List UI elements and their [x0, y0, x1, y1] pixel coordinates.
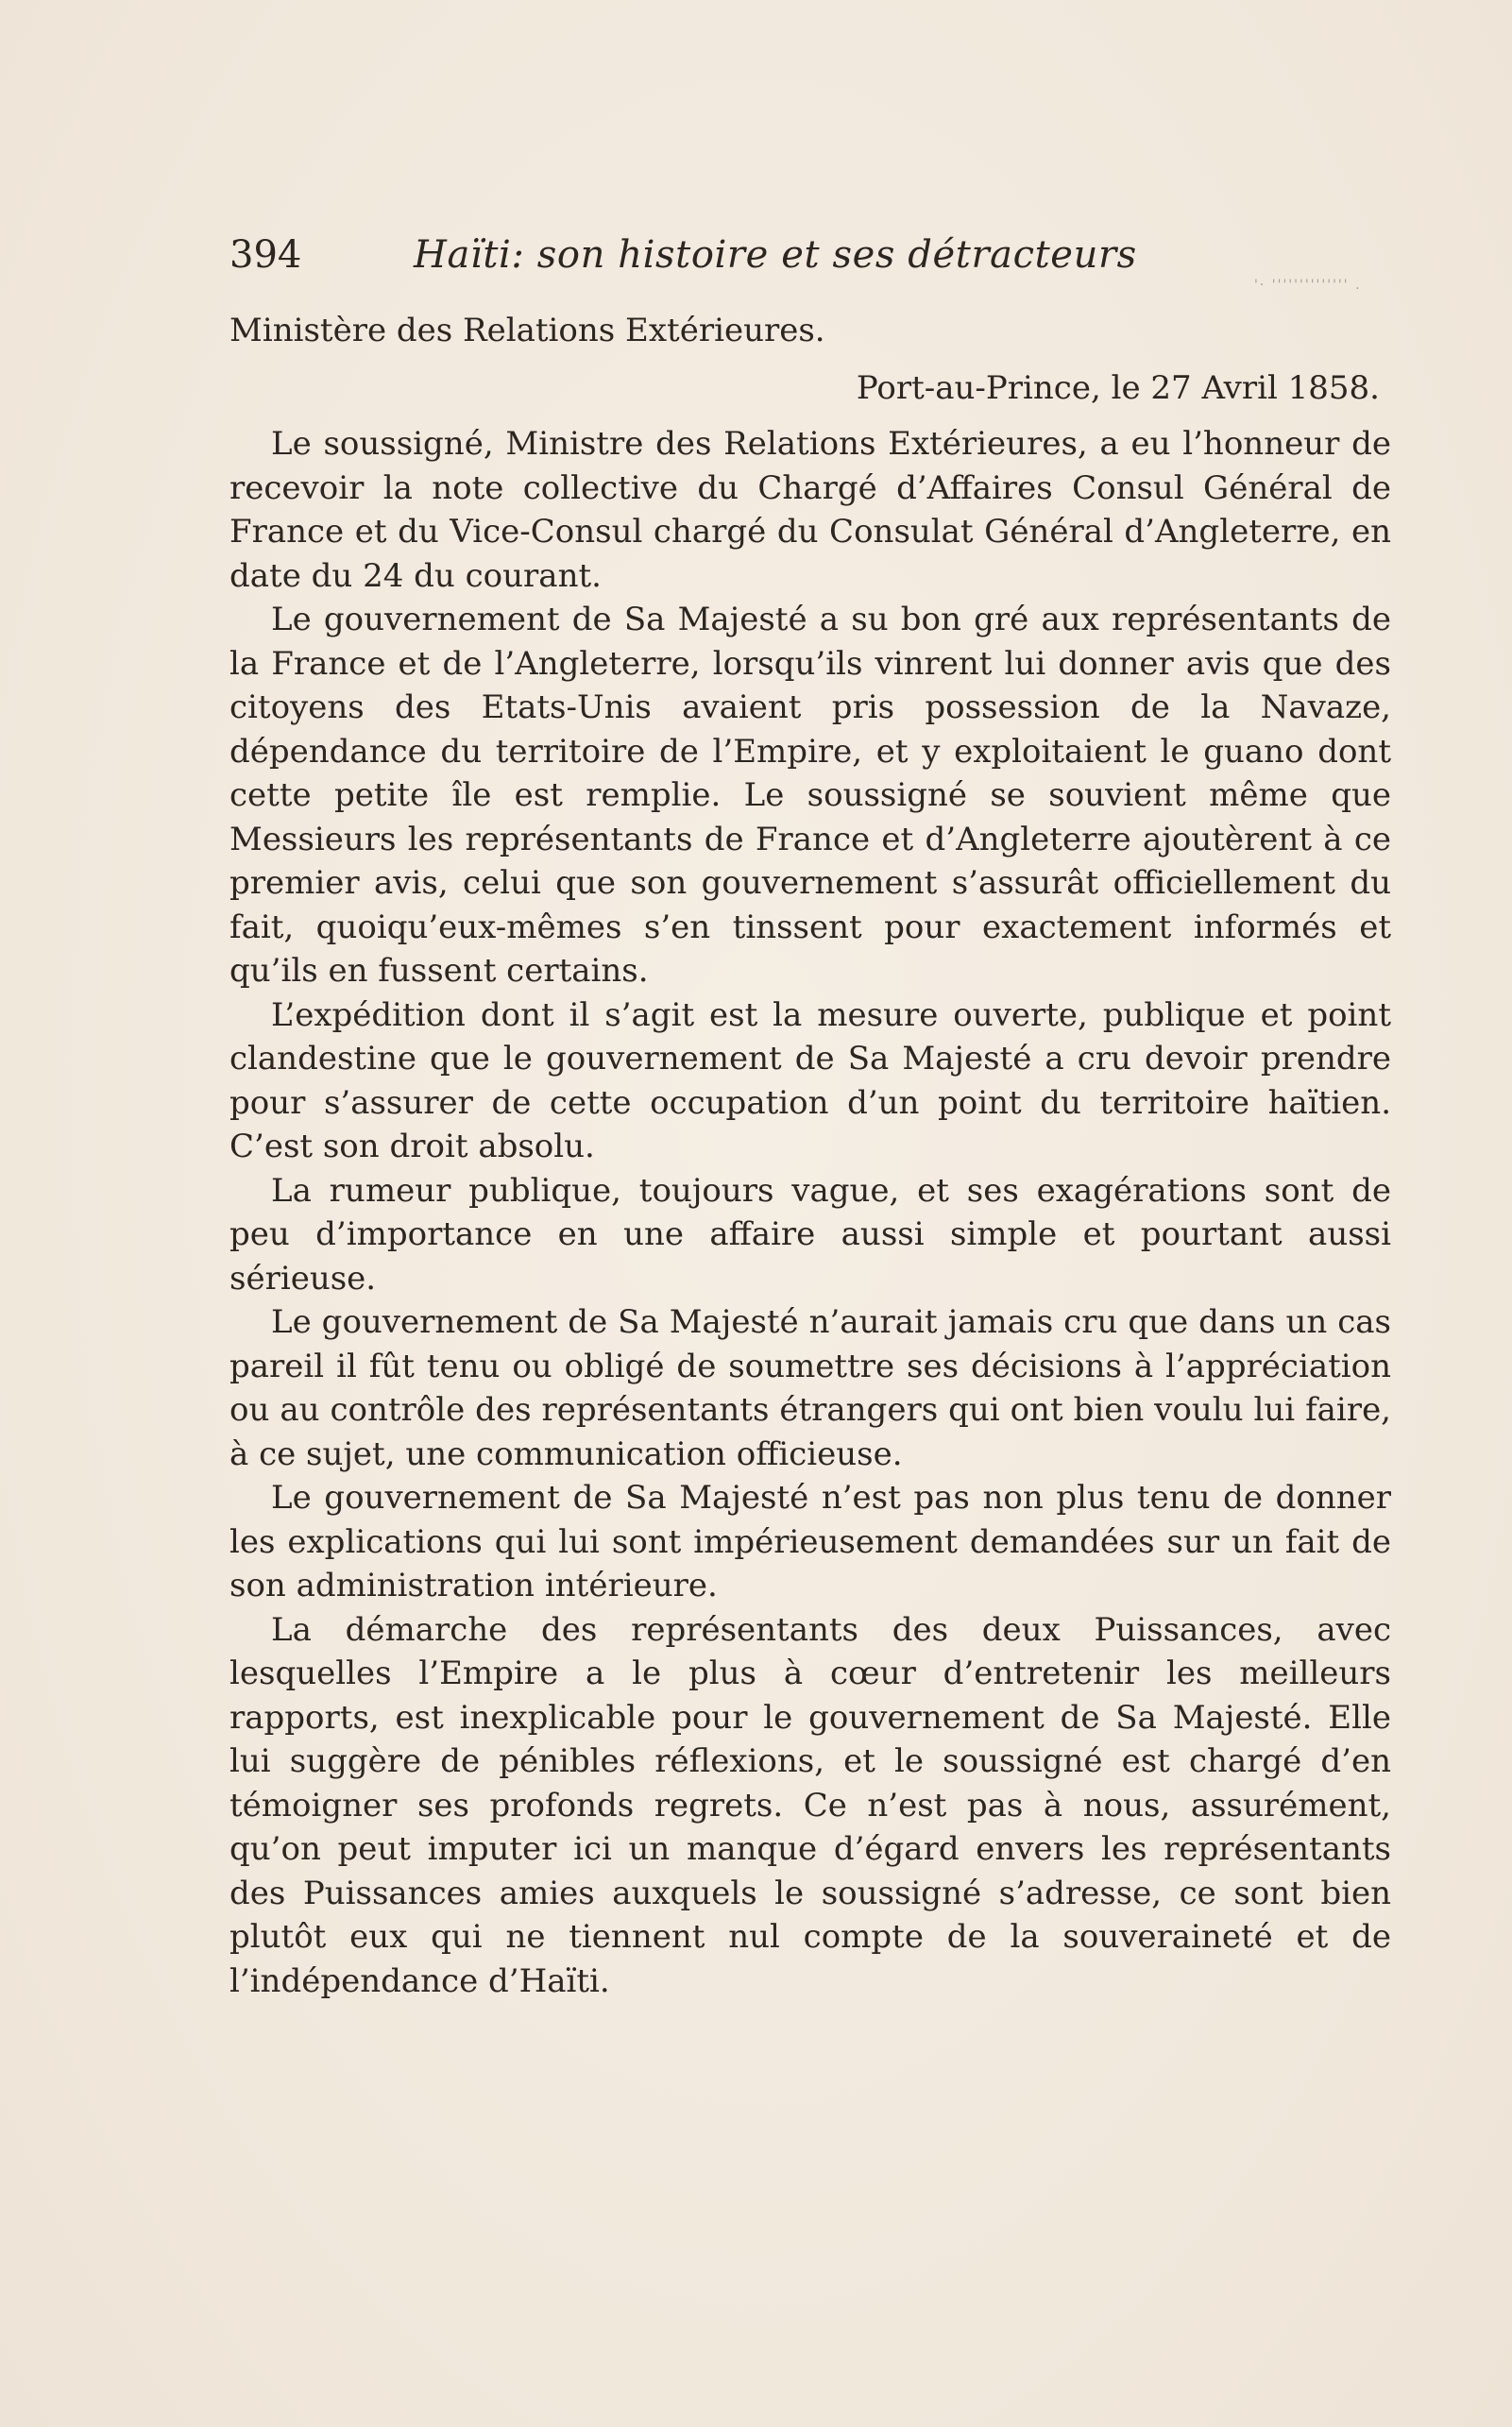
paragraph: La rumeur publique, toujours vague, et ses exagérations sont de peu d’importance en une affaire aussi simple et pourtant aussi sérieuse.: [229, 1171, 1391, 1298]
paragraph: Le soussigné, Ministre des Relations Extérieures, a eu l’honneur de recevoir la note collective du Chargé d’Affaires Consul Général de France et du Vice-Consul chargé du Consulat Général d’Angleterre, en date du 24 du courant.: [229, 425, 1391, 595]
dateline: Port-au-Prince, le 27 Avril 1858.: [856, 369, 1380, 407]
library-stamp: '· '''''''''''''' .: [1254, 278, 1362, 293]
ministry-heading: Ministère des Relations Extérieures.: [229, 312, 825, 349]
paragraph: La démarche des représentants des deux Puissances, avec lesquelles l’Empire a le plus à cœur d’entretenir les meilleurs rapports, est inexplicable pour le gouvernement de Sa Majesté. Elle lui suggère de pénibles réflexions, et le soussigné est chargé d’en témoigner ses profonds regrets. Ce n’est pas à nous, assurément, qu’on peut imputer ici un manque d’égard envers les représentants des Puissances amies auxquels le soussigné s’adresse, ce sont bien plutôt eux qui ne tiennent nul compte de la souveraineté et de l’indépendance d’Haïti.: [229, 1610, 1391, 2000]
paragraph: Le gouvernement de Sa Majesté n’aurait jamais cru que dans un cas pareil il fût tenu ou obligé de soumettre ses décisions à l’appréciation ou au contrôle des représentants étrangers qui ont bien voulu lui faire, à ce sujet, une communication officieuse.: [229, 1303, 1391, 1473]
paragraph: Le gouvernement de Sa Majesté a su bon gré aux représentants de la France et de l’Angleterre, lorsqu’ils vinrent lui donner avis que des citoyens des Etats-Unis avaient pris possession de la Navaze, dépendance du territoire de l’Empire, et y exploitaient le guano dont cette petite île est remplie. Le soussigné se souvient même que Messieurs les représentants de France et d’Angleterre ajoutèrent à ce premier avis, celui que son gouvernement s’assurât officiellement du fait, quoiqu’eux-mêmes s’en tinssent pour exactement informés et qu’ils en fussent certains.: [229, 601, 1391, 990]
paragraph: Le gouvernement de Sa Majesté n’est pas non plus tenu de donner les explications qui lui sont impérieusement demandées sur un fait de son administration intérieure.: [229, 1479, 1391, 1604]
page-number: 394: [229, 233, 302, 277]
letter-body: [229, 422, 1391, 2003]
paragraph: L’expédition dont il s’agit est la mesure ouverte, publique et point clandestine que le gouvernement de Sa Majesté a cru devoir prendre pour s’assurer de cette occupation d’un point du territoire haïtien. C’est son droit absolu.: [229, 995, 1391, 1165]
running-title: Haïti: son histoire et ses détracteurs: [414, 233, 1137, 277]
running-header: [229, 227, 1202, 283]
